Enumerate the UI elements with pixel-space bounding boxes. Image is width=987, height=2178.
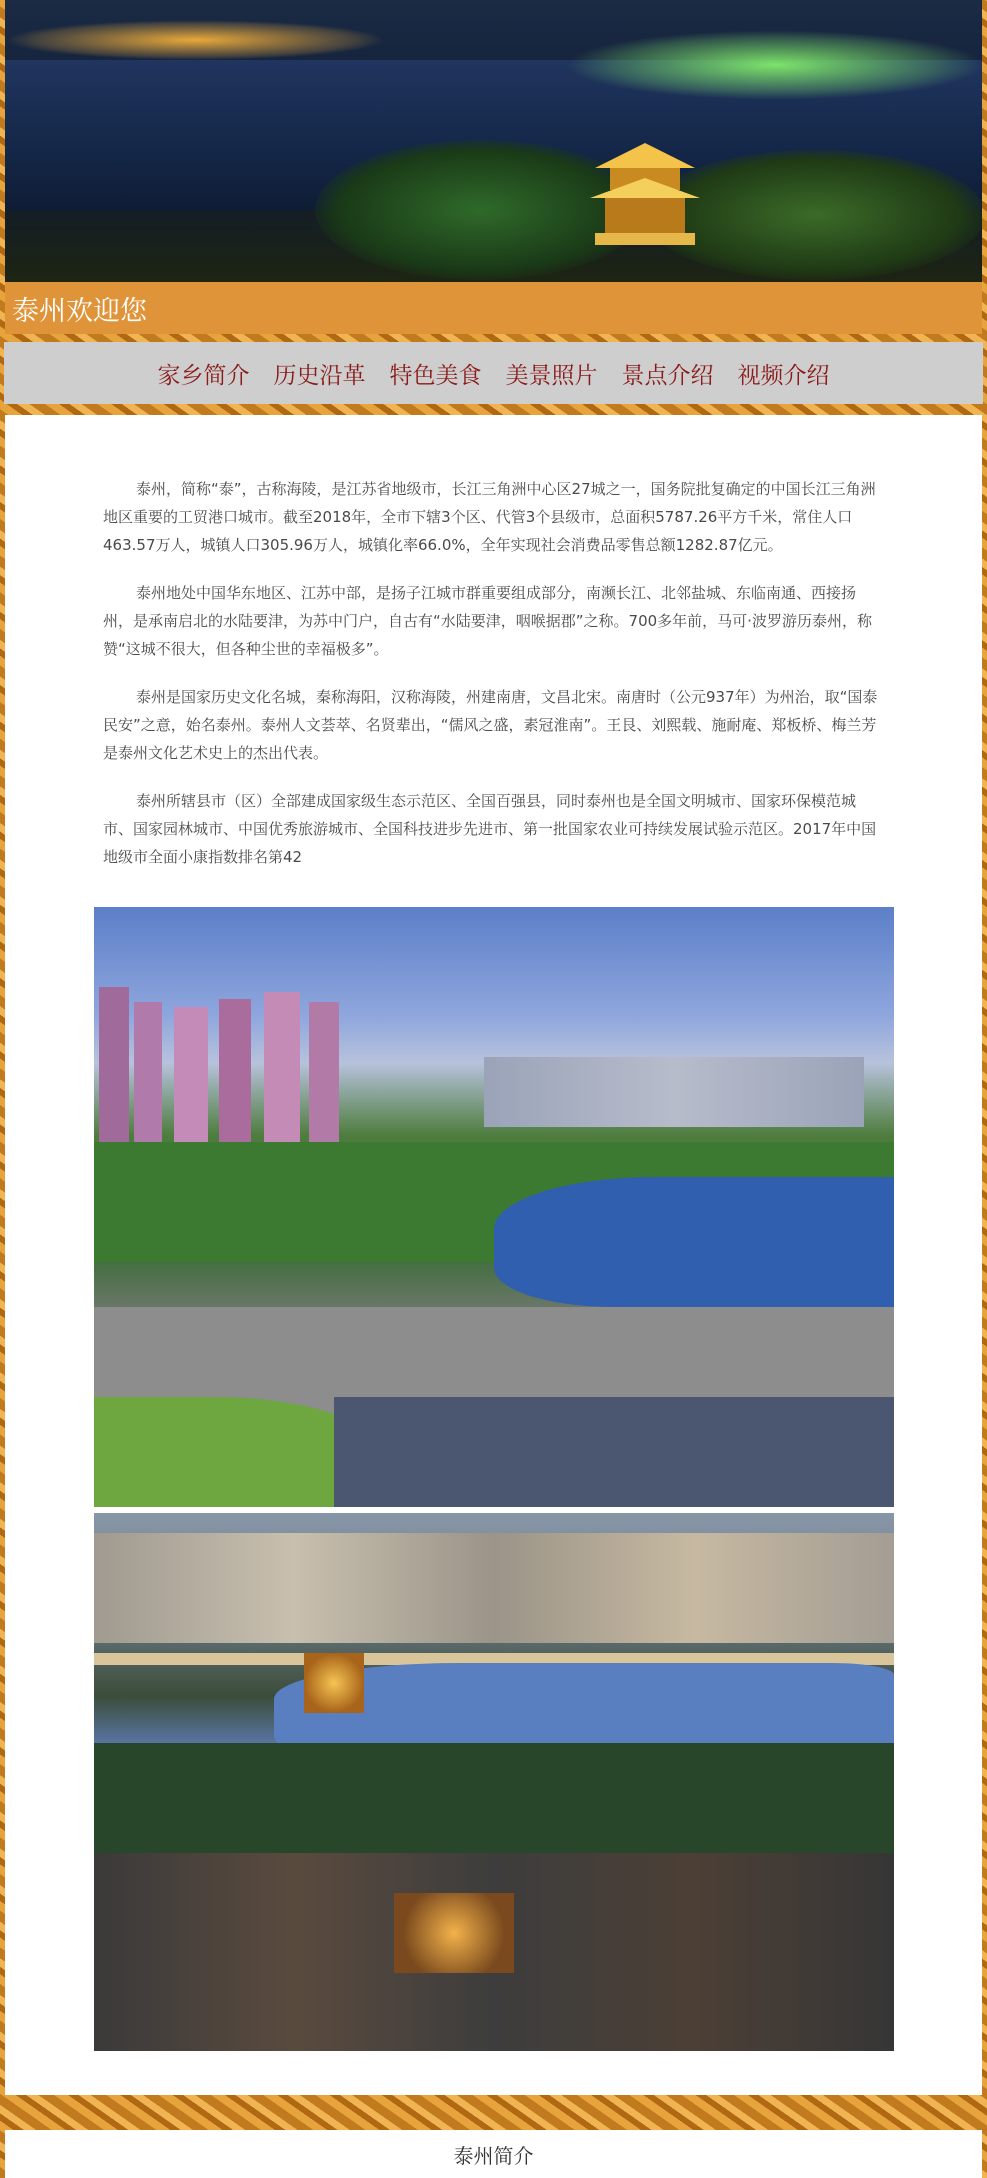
intro-paragraph: 泰州地处中国华东地区、江苏中部，是扬子江城市群重要组成部分，南濒长江、北邻盐城、东临南通、西接扬州，是承南启北的水陆要津，为苏中门户，自古有“水陆要津，咽喉据郡”之称。700多年前，马可·波罗游历泰州，称赞“这城不很大，但各种尘世的幸福极多”。 — [103, 584, 872, 658]
photo-lit-street — [394, 1893, 514, 1973]
city-skyline-photo — [94, 907, 894, 1507]
hero-shore-lights — [5, 20, 385, 60]
nav-link-attractions[interactable]: 景点介绍 — [621, 362, 714, 389]
site-title: 泰州欢迎您 — [12, 295, 147, 327]
nav-link-scenery-photos[interactable]: 美景照片 — [505, 362, 598, 389]
nav-link-videos[interactable]: 视频介绍 — [737, 362, 830, 389]
main-nav — [4, 342, 983, 404]
intro-paragraph: 泰州是国家历史文化名城，秦称海阳，汉称海陵，州建南唐，文昌北宋。南唐时（公元937年）为州治，取“国泰民安”之意，始名泰州。泰州人文荟萃、名贤辈出，“儒风之盛，素冠淮南”。王艮、刘熙载、施耐庵、郑板桥、梅兰芳是泰州文化艺术史上的杰出代表。 — [103, 688, 878, 762]
photo-lake — [494, 1177, 894, 1307]
nav-link-local-food[interactable]: 特色美食 — [389, 362, 482, 389]
hero-banner-image — [5, 0, 982, 282]
main-content — [5, 415, 982, 2095]
nav-link-history[interactable]: 历史沿革 — [273, 362, 366, 389]
photo-road — [334, 1397, 894, 1507]
photo-building — [99, 987, 129, 1147]
title-bar — [5, 282, 982, 334]
photo-lit-pavilion — [304, 1653, 364, 1713]
footer — [5, 2130, 982, 2178]
photo-city-blocks — [94, 1533, 894, 1643]
photo-building — [309, 1002, 339, 1142]
photo-building — [134, 1002, 162, 1142]
photo-distant-skyline — [484, 1057, 864, 1127]
photo-building — [174, 1007, 208, 1142]
photo-building — [264, 992, 300, 1142]
intro-paragraph: 泰州，简称“泰”，古称海陵，是江苏省地级市，长江三角洲中心区27城之一，国务院批复确定的中国长江三角洲地区重要的工贸港口城市。截至2018年，全市下辖3个区、代管3个县级市，总面积5787.26平方千米，常住人口463.57万人，城镇人口305.96万人，城镇化率66.0%，全年实现社会消费品零售总额1282.87亿元。 — [103, 480, 876, 554]
aerial-dusk-photo — [94, 1513, 894, 2051]
nav-link-hometown-intro[interactable]: 家乡简介 — [157, 362, 250, 389]
footer-label: 泰州简介 — [453, 2143, 534, 2168]
intro-paragraph: 泰州所辖县市（区）全部建成国家级生态示范区、全国百强县，同时泰州也是全国文明城市、国家环保模范城市、国家园林城市、中国优秀旅游城市、全国科技进步先进市、第一批国家农业可持续发展试验示范区。2017年中国地级市全面小康指数排名第42 — [103, 792, 877, 866]
photo-park — [94, 1743, 894, 1853]
photo-building — [219, 999, 251, 1144]
intro-text — [103, 475, 883, 891]
pavilion-icon — [590, 128, 700, 248]
hero-island-lights — [565, 30, 982, 100]
